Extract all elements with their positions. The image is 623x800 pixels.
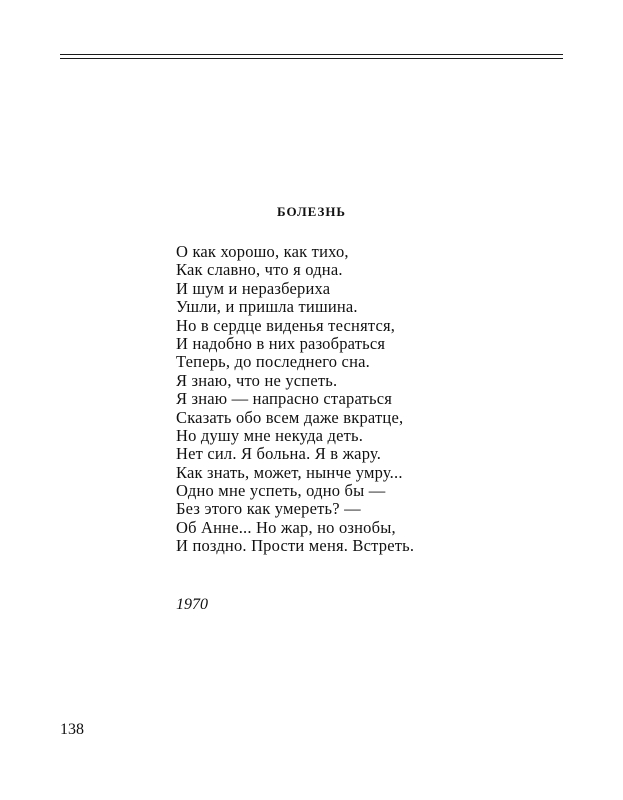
poem-line: Сказать обо всем даже вкратце,: [176, 407, 404, 427]
poem-line: Без этого как умереть? —: [176, 499, 361, 519]
header-rule-thin: [60, 58, 563, 59]
poem-line: Как славно, что я одна.: [176, 260, 343, 280]
page-number: 138: [60, 721, 84, 738]
poem-line: Об Анне... Но жар, но ознобы,: [176, 517, 396, 537]
poem-line: Ушли, и пришла тишина.: [176, 297, 358, 317]
poem-line: Я знаю, что не успеть.: [176, 370, 338, 390]
poem-body: [176, 243, 414, 556]
poem-line: И надобно в них разобраться: [176, 333, 386, 353]
poem-line: Но душу мне некуда деть.: [176, 425, 364, 445]
poem-line: Как знать, может, нынче умру...: [176, 462, 403, 482]
header-rule-thick: [60, 54, 563, 55]
poem-line: Теперь, до последнего сна.: [176, 352, 370, 372]
poem-line: Одно мне успеть, одно бы —: [176, 481, 386, 501]
poem-line: И поздно. Прости меня. Встреть.: [176, 536, 415, 556]
poem-date: 1970: [176, 596, 208, 613]
poem-line: Но в сердце виденья теснятся,: [176, 315, 396, 335]
poem-line: О как хорошо, как тихо,: [176, 242, 349, 261]
poem-line: И шум и неразбериха: [176, 278, 331, 298]
poem-line: Нет сил. Я больна. Я в жару.: [176, 444, 382, 464]
poem-line: Я знаю — напрасно стараться: [176, 389, 393, 409]
poem-title: БОЛЕЗНЬ: [276, 204, 347, 219]
